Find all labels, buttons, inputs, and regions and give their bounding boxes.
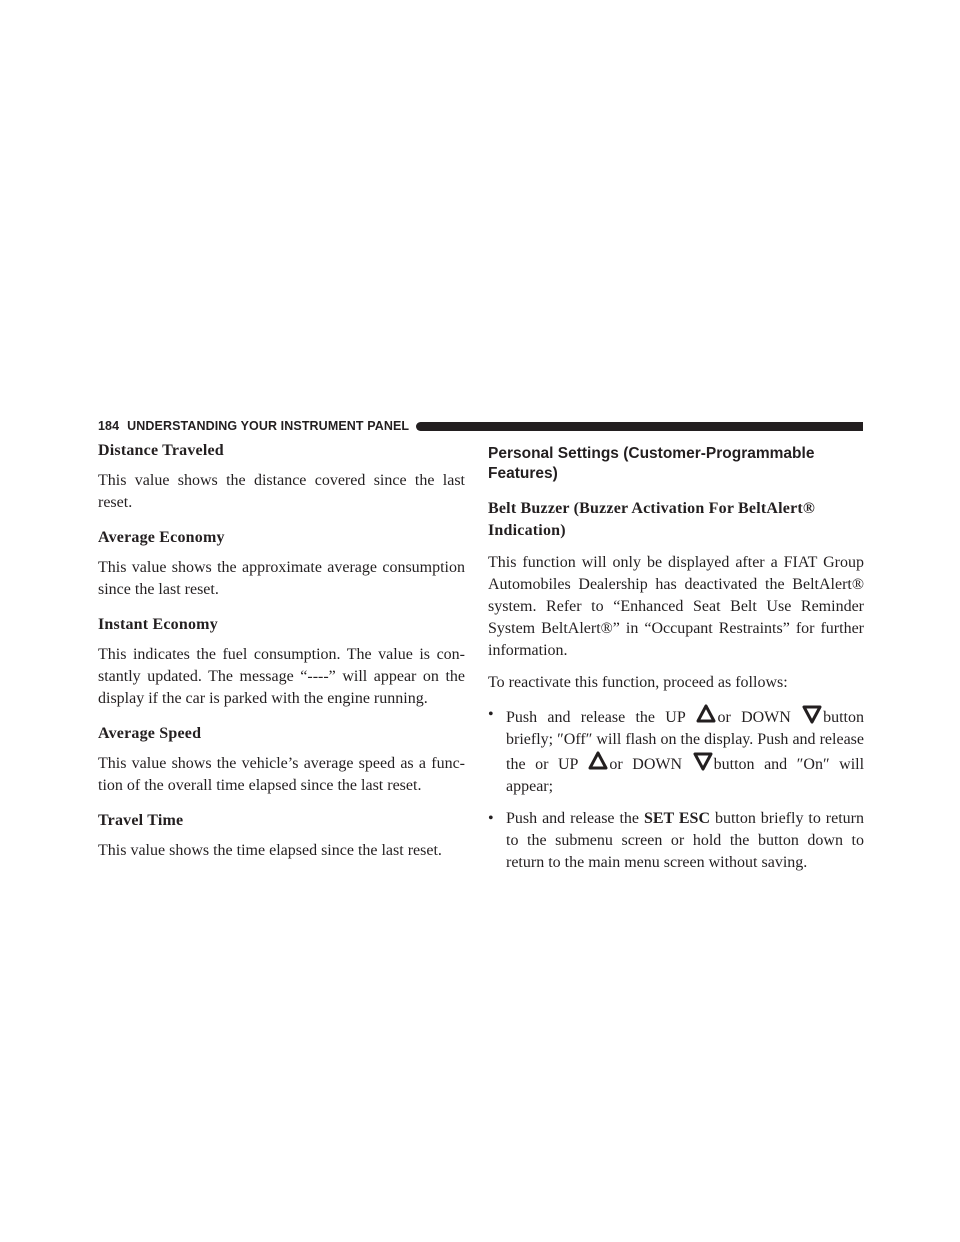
bullet1-part4: or DOWN (609, 756, 683, 773)
instant-economy-heading: Instant Economy (98, 616, 218, 633)
distance-text: This value shows the distance covered since the last reset. (98, 472, 465, 511)
personal-settings-heading: Personal Settings (Customer-Programmable Features) (488, 445, 815, 482)
instant-economy-text: This indicates the fuel consumption. The value is con-stantly updated. The message “----” will appear on the display if the car is parked with the engine running. (98, 646, 465, 707)
bullet2-part1: Push and release the (506, 810, 644, 827)
belt-buzzer-text: This function will only be displayed after a FIAT Group Automobiles Dealership has deactivated the BeltAlert® system. Refer to “Enhanced Seat Belt Use Reminder System BeltAlert®” in “Occupant Restraints” for further information. (488, 554, 864, 659)
bullet1-part3: button briefly; ″Off″ will flash on the display. Push and release the or UP (506, 709, 864, 773)
avg-economy-text: This value shows the approximate average consumption since the last reset. (98, 559, 465, 598)
header-text (98, 419, 409, 433)
set-esc-label: SET ESC (643, 810, 711, 827)
list-item (488, 704, 864, 798)
page-number: 184 (98, 419, 120, 433)
distance-heading: Distance Traveled (98, 442, 224, 459)
up-triangle-icon (696, 704, 716, 724)
bullet-dot: • (488, 810, 494, 827)
bullet1-part5: button and ″On″ will appear; (506, 756, 865, 795)
travel-time-heading: Travel Time (98, 812, 184, 829)
reactivate-text: To reactivate this function, proceed as follows: (488, 674, 788, 691)
bullet2-part2: button briefly to return to the submenu screen or hold the button down to return to the main menu screen without saving. (506, 810, 865, 871)
right-column (488, 440, 864, 874)
up-triangle-icon (588, 751, 608, 771)
down-triangle-icon (802, 704, 822, 724)
avg-speed-text: This value shows the vehicle’s average speed as a func-tion of the overall time elapsed since the last reset. (98, 755, 465, 794)
travel-time-text: This value shows the time elapsed since the last reset. (98, 842, 442, 859)
down-triangle-icon (693, 751, 713, 771)
avg-economy-heading: Average Economy (98, 529, 225, 546)
page-header (98, 418, 863, 436)
section-title: UNDERSTANDING YOUR INSTRUMENT PANEL (127, 419, 410, 433)
belt-buzzer-heading: Belt Buzzer (Buzzer Activation For BeltAlert® Indication) (488, 500, 816, 539)
header-rule (416, 422, 863, 431)
bullet1-part1: Push and release the UP (506, 709, 686, 726)
list-item (488, 808, 864, 874)
bullet1-part2: or DOWN (717, 709, 791, 726)
left-column (98, 440, 465, 862)
avg-speed-heading: Average Speed (98, 725, 202, 742)
bullet-dot: • (488, 706, 494, 723)
